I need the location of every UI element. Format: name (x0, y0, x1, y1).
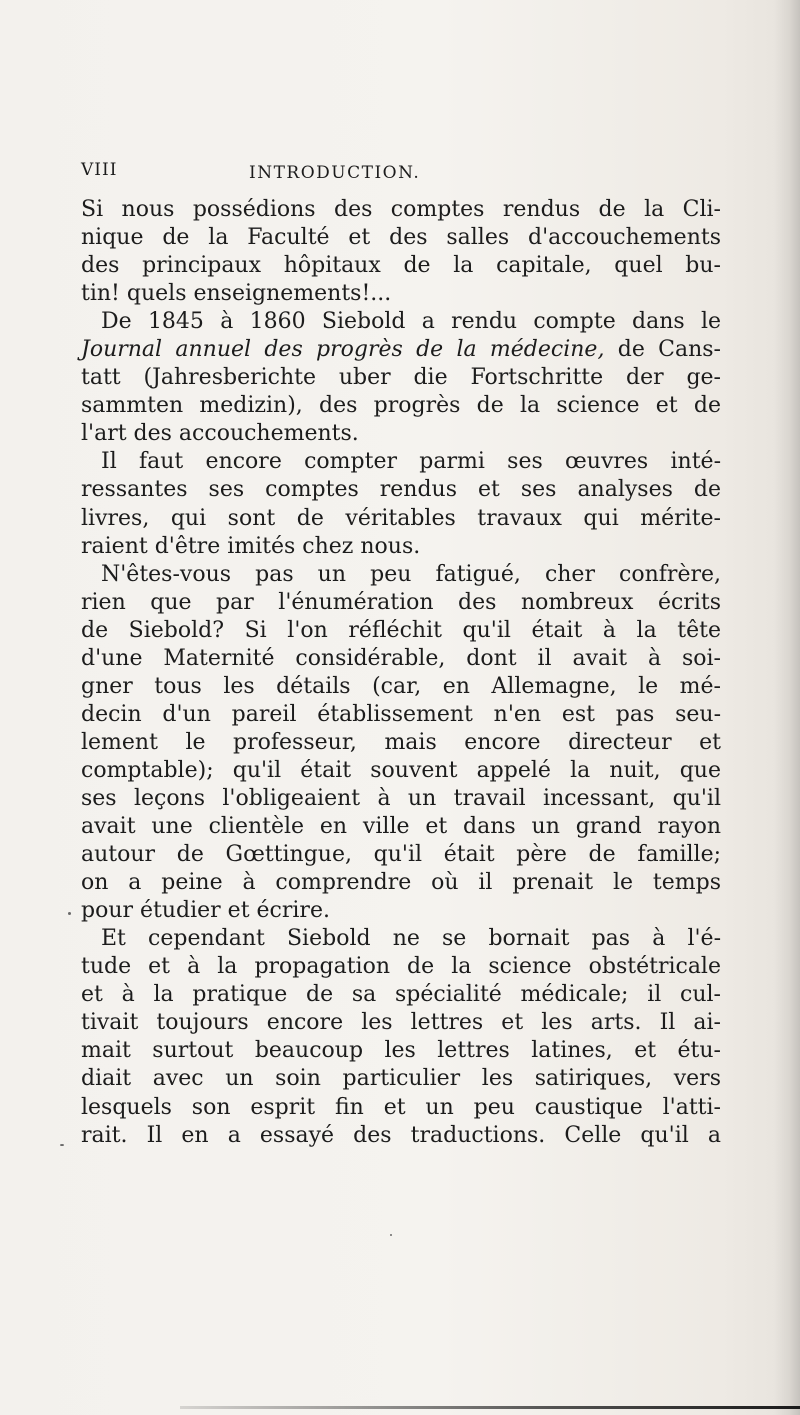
running-title: INTRODUCTION. (249, 163, 421, 183)
paper-speck (60, 1144, 64, 1146)
text-fragment: de Cans- (604, 337, 721, 363)
paper-speck (68, 912, 71, 915)
page-number: VIII (81, 160, 118, 180)
text-line: decin d'un pareil établissement n'en est pas seu- (81, 701, 721, 727)
text-line: comptable); qu'il était souvent appelé la nuit, que (81, 757, 721, 783)
text-line: Il faut encore compter parmi ses œuvres inté- (101, 449, 721, 475)
text-line: autour de Gœttingue, qu'il était père de famille; (81, 842, 721, 868)
body-text (81, 196, 721, 1150)
text-line: tatt (Jahresberichte uber die Fortschritte der ge- (81, 365, 721, 391)
text-line: et à la pratique de sa spécialité médicale; il cul- (81, 982, 721, 1008)
text-line: tivait toujours encore les lettres et les arts. Il ai- (81, 1010, 721, 1036)
page-edge-shadow (774, 0, 800, 1415)
text-line: N'êtes-vous pas un peu fatigué, cher confrère, (101, 561, 721, 587)
page-bottom-edge (180, 1406, 800, 1409)
text-line: ressantes ses comptes rendus et ses analyses de (81, 477, 721, 503)
text-line: rait. Il en a essayé des traductions. Celle qu'il a (81, 1122, 721, 1148)
text-line: raient d'être imités chez nous. (81, 533, 421, 559)
text-line: diait avec un soin particulier les satiriques, vers (81, 1066, 721, 1092)
journal-title: Journal annuel des progrès de la médecine, (81, 337, 605, 363)
text-line: tude et à la propagation de la science obstétricale (81, 954, 721, 980)
paper-speck (390, 1234, 392, 1236)
text-line: on a peine à comprendre où il prenait le temps (81, 870, 721, 896)
text-line: Si nous possédions des comptes rendus de la Cli- (81, 197, 721, 222)
text-line: mait surtout beaucoup les lettres latines, et étu- (81, 1038, 721, 1064)
text-line (81, 336, 721, 364)
text-line: des principaux hôpitaux de la capitale, quel bu- (81, 253, 721, 279)
text-line: sammten medizin), des progrès de la science et de (81, 393, 721, 419)
text-line: ses leçons l'obligeaient à un travail incessant, qu'il (81, 785, 721, 811)
text-line: l'art des accouchements. (81, 421, 359, 447)
text-line: tin! quels enseignements!... (81, 281, 392, 307)
text-line: de Siebold? Si l'on réfléchit qu'il était à la tête (81, 617, 721, 643)
text-line: gner tous les détails (car, en Allemagne, le mé- (81, 673, 721, 699)
running-head (81, 160, 721, 190)
text-line: avait une clientèle en ville et dans un grand rayon (81, 814, 721, 840)
text-line: lesquels son esprit fin et un peu caustique l'atti- (81, 1094, 721, 1120)
text-line: nique de la Faculté et des salles d'accouchements (81, 225, 721, 251)
text-line: De 1845 à 1860 Siebold a rendu compte dans le (101, 309, 721, 335)
text-line: rien que par l'énumération des nombreux écrits (81, 589, 721, 615)
text-line: livres, qui sont de véritables travaux qui mérite- (81, 505, 721, 531)
text-line: d'une Maternité considérable, dont il avait à soi- (81, 645, 721, 671)
text-line: lement le professeur, mais encore directeur et (81, 729, 721, 755)
text-line: Et cependant Siebold ne se bornait pas à l'é- (101, 926, 721, 952)
text-line: pour étudier et écrire. (81, 898, 330, 924)
